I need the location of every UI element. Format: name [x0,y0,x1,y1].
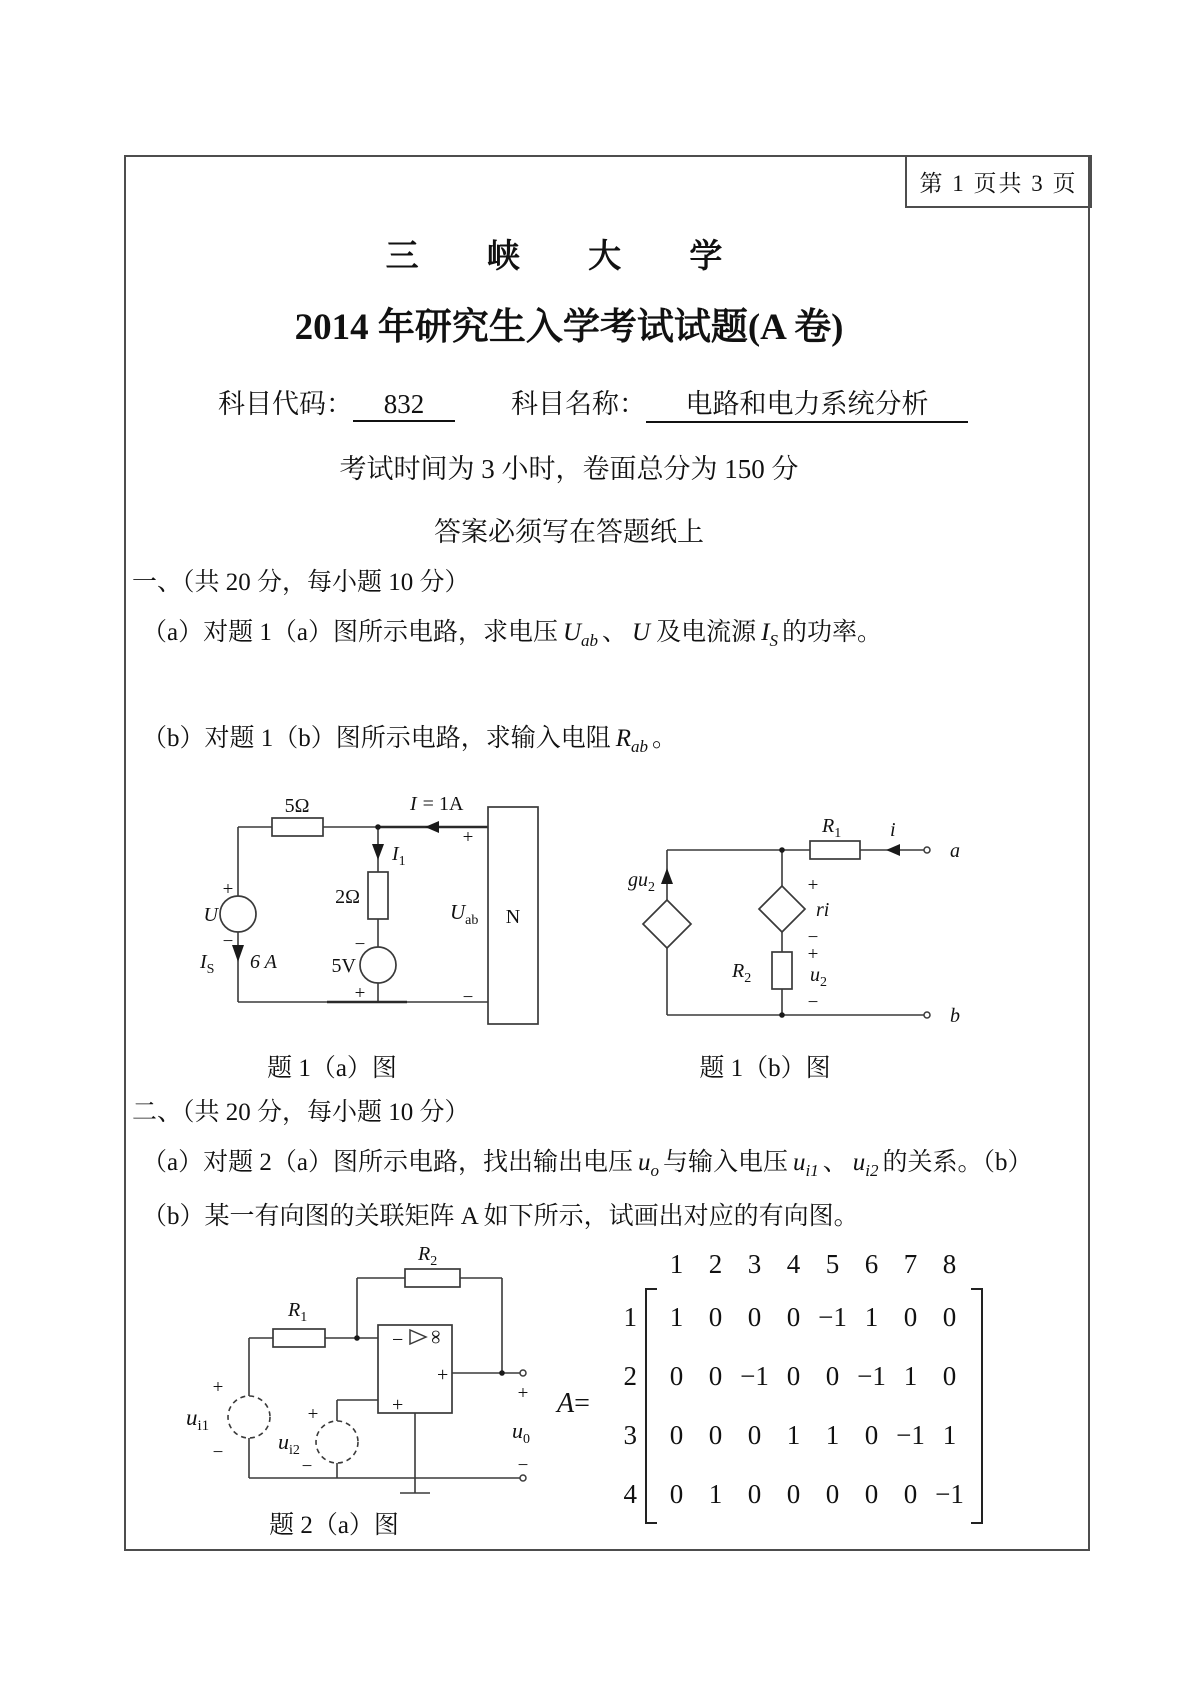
question2b-text: （b）某一有向图的关联矩阵 A 如下所示，试画出对应的有向图。 [142,1203,859,1230]
question1a-text: （a）对题 1（a）图所示电路，求电压 $U_{ab}$ 、 U 及电流源 $I_S$ 的功率。 [142,619,882,650]
answer-note: 答案必须写在答题纸上 [434,517,704,547]
q1a-Uab: U [562,619,582,646]
matrix-cell: 0 [903,1479,918,1509]
label-gu2: $gu_2$ [628,869,655,895]
university-title: 三 峡 大 学 [385,239,753,275]
terminal-a [924,847,930,853]
q1a-U: U [632,619,651,646]
circuit-2a-figure [150,1230,570,1550]
q2a-ui2: u [852,1149,866,1176]
matrix-cell: −1 [896,1420,925,1450]
label-r2: $R_2$ [418,1243,438,1269]
matrix-cell: 0 [708,1302,723,1332]
subject-line [218,382,968,423]
sign-plus-uo: + [517,1383,529,1404]
resistor-r1 [273,1329,325,1347]
node-dot-feedback [354,1335,360,1341]
sign-minus-ui2: − [301,1456,313,1477]
label-i1: $I_1$ [392,843,406,869]
matrix-cell: 1 [825,1420,840,1450]
matrix-col-header: 2 [708,1248,723,1279]
current-i-arrow [425,821,439,833]
matrix-cell: 0 [669,1361,684,1391]
matrix-cell: 0 [747,1302,762,1332]
matrix-cell: 0 [669,1420,684,1450]
source-ui1 [228,1396,270,1438]
exam-info: 考试时间为 3 小时，卷面总分为 150 分 [339,454,799,484]
matrix-cell: 1 [708,1479,723,1509]
sign-plus-ui1: + [212,1377,224,1398]
label-r1: $R_1$ [288,1299,308,1325]
matrix-cell: 0 [942,1361,957,1391]
matrix-cell: 0 [786,1479,801,1509]
matrix-col-header: 4 [786,1248,801,1279]
circuit-1b-figure [570,772,990,1052]
matrix-col-header: 1 [669,1248,684,1279]
opamp-noninverting-input-sign: + [392,1394,404,1416]
matrix-row-label: 3 [623,1420,637,1450]
matrix-cell: −1 [935,1479,964,1509]
circuit-1b-wires [667,850,924,1015]
source-ui2 [316,1421,358,1463]
matrix-row-label: 4 [623,1479,637,1509]
sign-minus-uo: − [517,1455,529,1476]
matrix-cell: −1 [818,1302,847,1332]
matrix-cell: −1 [740,1361,769,1391]
subject-code-label: 科目代码： [218,389,353,419]
label-is: $I_S$ [200,951,215,977]
node-dot-bottom [779,1012,785,1018]
resistor-r2 [405,1269,460,1287]
matrix-row-label: 1 [623,1302,637,1332]
opamp-inverting-input-sign: − [392,1329,404,1351]
matrix-cell: 0 [903,1302,918,1332]
label-current-i: I = 1A [410,793,464,815]
section1-heading: 一、（共 20 分，每小题 10 分） [132,569,470,596]
label-5v: 5V [331,955,356,977]
matrix-row-cells [645,1479,969,1510]
sign-plus-n: + [462,827,474,848]
label-uo: $u_0$ [512,1418,530,1447]
label-i: i [890,819,896,841]
voltage-source-5v [360,947,396,983]
matrix-cell: −1 [857,1361,886,1391]
sign-plus-ui2: + [307,1404,319,1425]
sign-minus-ui1: − [212,1442,224,1463]
matrix-row [609,1347,969,1406]
node-dot [375,824,381,830]
matrix-bracket-r [971,1288,983,1524]
resistor-2ohm [368,872,388,919]
question1b-text: （b）对题 1（b）图所示电路，求输入电阻 $R_{ab}$ 。 [142,725,678,756]
label-r1: $R_1$ [822,815,842,841]
sign-plus-5v: + [354,983,366,1004]
matrix-row [609,1288,969,1347]
dependent-current-source-gu2 [643,900,691,948]
resistor-r2 [772,952,792,989]
matrix-cell: 1 [864,1302,879,1332]
matrix-name: A= [557,1388,590,1419]
label-ui1: $u_{i1}$ [186,1405,210,1434]
matrix-cell: 1 [786,1420,801,1450]
node-dot-output [499,1370,505,1376]
current-is-arrow [232,945,244,962]
matrix-row-cells [645,1420,969,1451]
resistor-5ohm [272,818,323,836]
matrix-cell: 0 [786,1361,801,1391]
output-terminal-top [520,1370,526,1376]
fig2a-caption: 题 2（a）图 [269,1512,399,1539]
label-ui2: $u_{i2}$ [278,1429,300,1458]
label-u2: $u_2$ [810,964,827,990]
matrix-cell: 0 [708,1420,723,1450]
fig1a-caption: 题 1（a）图 [267,1055,397,1082]
matrix-cell: 0 [864,1479,879,1509]
matrix-row-label: 2 [623,1361,637,1391]
label-r2: $R_2$ [732,960,752,986]
subject-code-value: 832 [353,389,455,422]
sign-plus-u2: + [807,944,819,965]
current-source-is [220,896,256,932]
current-i-arrow [886,844,900,856]
matrix-col-headers [657,1240,983,1288]
q1a-pre: （a）对题 1（a）图所示电路，求电压 [142,619,558,646]
label-5ohm: 5Ω [284,795,310,817]
matrix-cell: 1 [903,1361,918,1391]
opamp-infinity-symbol: ∞ [425,1329,447,1345]
matrix-cell: 0 [825,1361,840,1391]
page-number-box [905,155,1092,208]
q1b-Rab: R [615,725,632,752]
opamp-output-sign: + [437,1364,449,1386]
q2a-ui1: u [792,1149,806,1176]
matrix-row [609,1406,969,1465]
matrix-cell: 0 [747,1479,762,1509]
matrix-col-header: 8 [942,1248,957,1279]
incidence-matrix [557,1240,983,1524]
terminal-b [924,1012,930,1018]
current-i1-arrow [372,844,384,860]
sign-minus-n: − [462,987,474,1008]
sign-minus-ri: − [807,927,819,948]
node-dot-top [779,847,785,853]
label-terminal-a: a [950,840,960,862]
question2a-text: （a）对题 2（a）图所示电路，找出输出电压 $u_o$ 与输入电压 $u_{i1}$ 、 $u_{i2}$ 的关系。（b） [142,1149,1033,1180]
subject-name-label: 科目名称： [511,389,646,419]
sign-minus-u2: − [807,992,819,1013]
q1a-Is: I [761,619,770,646]
exam-title: 2014 年研究生入学考试试题(A 卷) [294,307,844,348]
resistor-r1 [810,841,860,859]
matrix-cell: 0 [669,1479,684,1509]
gu2-arrow-up [661,868,673,884]
matrix-row-cells [645,1361,969,1392]
label-6a: 6 A [250,951,277,973]
section2-heading: 二、（共 20 分，每小题 10 分） [132,1099,470,1126]
matrix-col-header: 5 [825,1248,840,1279]
matrix-grid [609,1240,983,1524]
circuit-1a-figure [170,772,590,1052]
matrix-cell: 0 [708,1361,723,1391]
matrix-row-cells [645,1302,969,1333]
label-ri: ri [816,899,830,921]
q1b-pre: （b）对题 1（b）图所示电路，求输入电阻 [142,725,611,752]
q2a-uo: u [637,1149,651,1176]
matrix-cell: 0 [942,1302,957,1332]
matrix-cell: 1 [942,1420,957,1450]
sign-plus-u: + [222,879,234,900]
sign-minus-u: − [222,931,234,952]
matrix-cell: 0 [786,1302,801,1332]
q2a-pre: （a）对题 2（a）图所示电路，找出输出电压 [142,1149,633,1176]
label-uab: $U_{ab}$ [450,900,479,928]
label-network-n: N [505,906,521,928]
label-u: U [203,904,218,926]
matrix-col-header: 7 [903,1248,918,1279]
label-terminal-b: b [950,1005,960,1027]
matrix-col-header: 3 [747,1248,762,1279]
subject-name-value: 电路和电力系统分析 [646,382,968,423]
matrix-cell: 0 [864,1420,879,1450]
matrix-col-header: 6 [864,1248,879,1279]
matrix-bracket-l [645,1288,657,1524]
matrix-row [609,1465,969,1524]
sign-minus-5v: − [354,934,366,955]
matrix-cell: 1 [669,1302,684,1332]
matrix-cell: 0 [747,1420,762,1450]
matrix-body [609,1288,983,1524]
dependent-voltage-source-ri [759,886,805,932]
page-number: 第 1 页共 3 页 [919,171,1078,196]
matrix-cell: 0 [825,1479,840,1509]
sign-plus-ri: + [807,875,819,896]
fig1b-caption: 题 1（b）图 [699,1055,831,1082]
label-2ohm: 2Ω [335,886,360,908]
